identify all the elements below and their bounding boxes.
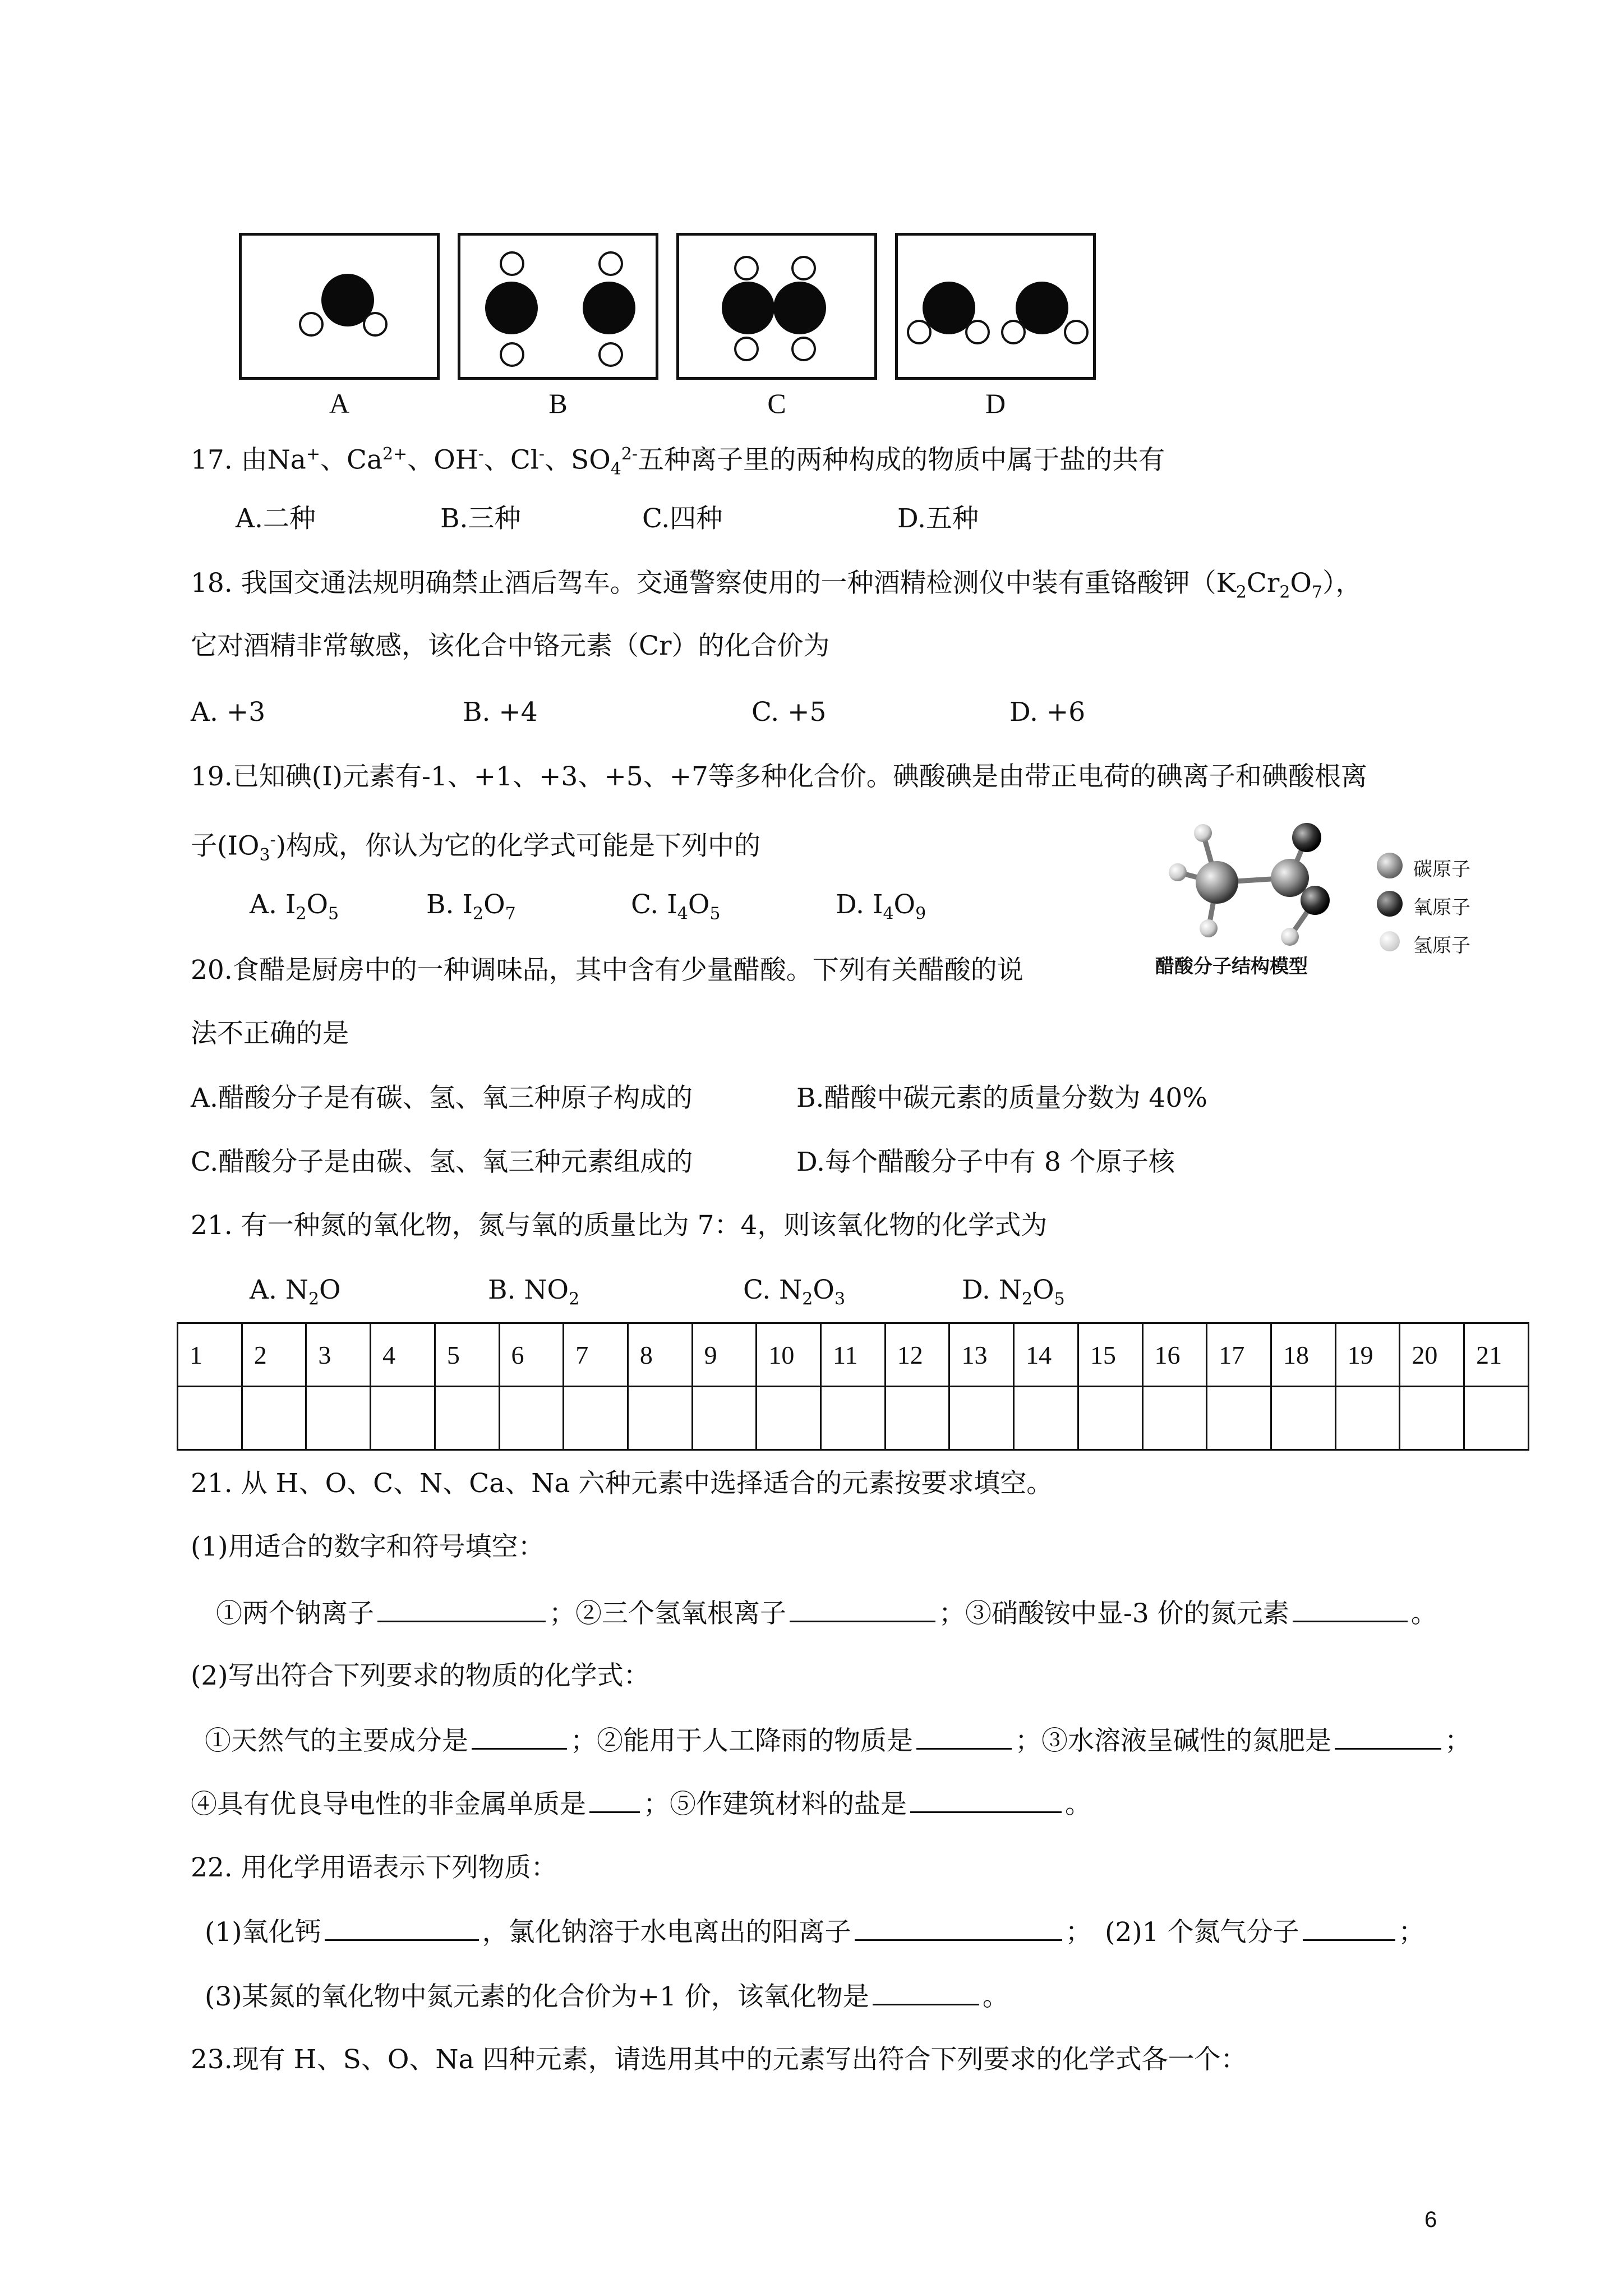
- question-19: 19.已知碘(I)元素有-1、+1、+3、+5、+7等多种化合价。碘酸碘是由带正电荷的碘离子和碘酸根离: [191, 761, 1367, 792]
- q19-text: 子(IO: [191, 830, 260, 862]
- question-22-items: [205, 1915, 1425, 1949]
- question-number-cell: 21: [1464, 1323, 1529, 1387]
- hydrogen-atom: [598, 251, 623, 276]
- molecule-box-b: [458, 233, 658, 380]
- q20-option-b: B.醋酸中碳元素的质量分数为 40%: [796, 1083, 1207, 1114]
- answer-cell[interactable]: [692, 1387, 757, 1450]
- question-number-cell: 11: [821, 1323, 886, 1387]
- fill-label: ，氯化钠溶于水电离出的阳离子: [482, 1917, 851, 1948]
- legend-hydrogen: 氢原子: [1413, 935, 1470, 957]
- hydrogen-legend-icon: [1380, 931, 1400, 951]
- fill-label: ；②三个氢氧根离子: [549, 1598, 786, 1629]
- blank-nitrogen-minus3[interactable]: [1293, 1596, 1408, 1622]
- fill-label: ；: [1445, 1726, 1471, 1756]
- legend-oxygen: 氧原子: [1413, 896, 1470, 919]
- answer-cell[interactable]: [306, 1387, 371, 1450]
- blank-three-hydroxide-ions[interactable]: [790, 1596, 935, 1622]
- q19-sub: 3: [259, 845, 270, 866]
- q18-option-b: B. +4: [463, 697, 538, 728]
- question-22-item3: [205, 1979, 1009, 2014]
- q17-sub: 4: [610, 459, 621, 480]
- question-21: 21. 有一种氮的氧化物，氮与氧的质量比为 7：4，则该氧化物的化学式为: [191, 1210, 1048, 1241]
- blank-alkaline-fertilizer[interactable]: [1335, 1723, 1441, 1750]
- answer-table-answer-row: [178, 1387, 1529, 1450]
- q19-sup: -: [270, 830, 276, 850]
- molecule-box-c: [676, 233, 877, 380]
- question-number-cell: 20: [1400, 1323, 1464, 1387]
- carbon-legend-icon: [1377, 853, 1403, 878]
- q17-text: 、Ca: [320, 444, 382, 476]
- answer-cell[interactable]: [1078, 1387, 1142, 1450]
- carbon-atom: [722, 282, 774, 334]
- question-number-cell: 14: [1014, 1323, 1078, 1387]
- q18-option-d: D. +6: [1009, 697, 1086, 728]
- question-number-cell: 10: [757, 1323, 821, 1387]
- question-21b-sub2: (2)写出符合下列要求的物质的化学式：: [191, 1660, 650, 1691]
- legend-carbon: 碳原子: [1413, 858, 1470, 881]
- answer-cell[interactable]: [1014, 1387, 1078, 1450]
- answer-cell[interactable]: [178, 1387, 242, 1450]
- q17-sup: 2-: [621, 444, 638, 464]
- answer-cell[interactable]: [371, 1387, 435, 1450]
- q21-option-d: D. $N_2O_5$: [962, 1274, 1065, 1309]
- answer-cell[interactable]: [1400, 1387, 1464, 1450]
- question-number-cell: 3: [306, 1323, 371, 1387]
- q18-text: O: [1290, 568, 1312, 599]
- q18-sub: 2: [1279, 582, 1290, 602]
- q17-text: 17. 由Na: [191, 444, 306, 476]
- answer-cell[interactable]: [1271, 1387, 1335, 1450]
- q17-text: 、Cl: [483, 444, 539, 476]
- q18-sub: 7: [1311, 582, 1323, 602]
- question-number-cell: 13: [949, 1323, 1014, 1387]
- answer-cell[interactable]: [1464, 1387, 1529, 1450]
- q17-text: 五种离子里的两种构成的物质中属于盐的共有: [638, 444, 1165, 476]
- answer-cell[interactable]: [1142, 1387, 1207, 1450]
- carbon-atom: [583, 282, 635, 334]
- q18-option-a: A. +3: [191, 697, 266, 728]
- molecule-box-a: [239, 233, 440, 380]
- q21-option-b: B. $NO_2$: [488, 1274, 580, 1309]
- fill-label: 。: [1410, 1598, 1437, 1629]
- fill-label: ①天然气的主要成分是: [205, 1726, 468, 1756]
- hydrogen-atom: [965, 320, 990, 344]
- answer-cell[interactable]: [435, 1387, 499, 1450]
- answer-cell[interactable]: [1207, 1387, 1271, 1450]
- blank-building-salt[interactable]: [910, 1787, 1062, 1813]
- q17-sup: -: [478, 444, 484, 464]
- hydrogen-atom: [363, 312, 388, 337]
- question-19-line2: [191, 823, 760, 872]
- answer-cell[interactable]: [499, 1387, 564, 1450]
- page-number: 6: [1424, 2207, 1437, 2232]
- q18-option-c: C. +5: [751, 697, 827, 728]
- question-number-cell: 15: [1078, 1323, 1142, 1387]
- answer-cell[interactable]: [628, 1387, 692, 1450]
- q20-option-c: C.醋酸分子是由碳、氢、氧三种元素组成的: [191, 1147, 693, 1177]
- q17-option-b: B.三种: [440, 503, 521, 534]
- q18-sub: 2: [1235, 582, 1247, 602]
- question-number-cell: 18: [1271, 1323, 1335, 1387]
- carbon-atom: [485, 282, 538, 334]
- answer-cell[interactable]: [885, 1387, 949, 1450]
- hydrogen-atom: [791, 256, 816, 280]
- q17-option-d: D.五种: [897, 503, 979, 534]
- question-22: 22. 用化学用语表示下列物质：: [191, 1852, 557, 1883]
- hydrogen-atom: [1064, 320, 1089, 344]
- q19-option-b: B. $I_2O_7$: [426, 889, 516, 924]
- q18-text: ），: [1322, 568, 1362, 599]
- fill-label: ；⑤作建筑材料的盐是: [643, 1789, 907, 1820]
- fill-label: 。: [982, 1981, 1009, 2012]
- blank-calcium-oxide[interactable]: [325, 1915, 479, 1941]
- question-18-line2: 它对酒精非常敏感，该化合中铬元素（Cr）的化合价为: [191, 631, 830, 661]
- acetic-acid-molecule-illustration: [1150, 816, 1363, 973]
- hydrogen-atom: [907, 320, 932, 344]
- hydrogen-atom: [500, 251, 524, 276]
- question-23: 23.现有 H、S、O、Na 四种元素，请选用其中的元素写出符合下列要求的化学式各一个：: [191, 2044, 1247, 2075]
- fill-label: ①两个钠离子: [216, 1598, 374, 1629]
- question-21b-sub1: (1)用适合的数字和符号填空：: [191, 1531, 545, 1562]
- answer-cell[interactable]: [821, 1387, 886, 1450]
- q17-option-a: A.二种: [236, 503, 316, 534]
- fill-label: 。: [1065, 1789, 1091, 1820]
- hydrogen-atom: [598, 342, 623, 367]
- question-number-cell: 4: [371, 1323, 435, 1387]
- q17-sup: +: [306, 444, 320, 464]
- q20-option-d: D.每个醋酸分子中有 8 个原子核: [796, 1147, 1175, 1177]
- molecule-label-d: D: [985, 388, 1006, 419]
- hydrogen-atom: [500, 342, 524, 367]
- molecule-box-d: [895, 233, 1096, 380]
- molecule-label-a: A: [329, 388, 350, 419]
- fill-label: ；③硝酸铵中显-3 价的氮元素: [939, 1598, 1289, 1629]
- fill-label: ；: [1398, 1917, 1425, 1948]
- blank-cation[interactable]: [855, 1915, 1062, 1941]
- q18-text: Cr: [1246, 568, 1280, 599]
- q17-sup: 2+: [382, 444, 408, 464]
- question-number-cell: 2: [242, 1323, 306, 1387]
- question-21b-sub1-items: [216, 1596, 1437, 1631]
- answer-cell[interactable]: [949, 1387, 1014, 1450]
- question-18: [191, 567, 1362, 609]
- fill-label: ；②能用于人工降雨的物质是: [570, 1726, 913, 1756]
- q17-sup: -: [538, 444, 545, 464]
- q21-option-c: C. $N_2O_3$: [743, 1274, 846, 1309]
- question-number-cell: 16: [1142, 1323, 1207, 1387]
- blank-nitrogen-oxide[interactable]: [873, 1979, 979, 2005]
- q17-text: 、SO: [545, 444, 611, 476]
- question-number-cell: 5: [435, 1323, 499, 1387]
- q21-option-a: A. $N_2O$: [250, 1274, 341, 1309]
- blank-artificial-rain[interactable]: [916, 1723, 1012, 1750]
- q18-text: 18. 我国交通法规明确禁止酒后驾车。交通警察使用的一种酒精检测仪中装有重铬酸钾（K: [191, 568, 1236, 599]
- question-number-cell: 9: [692, 1323, 757, 1387]
- fill-label: (1)氧化钙: [205, 1917, 321, 1948]
- question-20: 20.食醋是厨房中的一种调味品，其中含有少量醋酸。下列有关醋酸的说: [191, 955, 1023, 986]
- fill-label: (3)某氮的氧化物中氮元素的化合价为+1 价，该氧化物是: [205, 1981, 869, 2012]
- hydrogen-atom: [299, 312, 324, 337]
- answer-table: [177, 1322, 1529, 1451]
- q20-option-a: A.醋酸分子是有碳、氢、氧三种原子构成的: [191, 1083, 693, 1114]
- carbon-atom: [773, 282, 826, 334]
- answer-table-header-row: [178, 1323, 1529, 1387]
- q17-text: 、OH: [407, 444, 478, 476]
- q19-option-c: C. $I_4O_5$: [631, 889, 721, 924]
- hydrogen-atom: [734, 256, 759, 280]
- blank-natural-gas[interactable]: [472, 1723, 567, 1750]
- question-number-cell: 6: [499, 1323, 564, 1387]
- blank-two-sodium-ions[interactable]: [377, 1596, 546, 1622]
- answer-cell[interactable]: [1335, 1387, 1400, 1450]
- model-caption: 醋酸分子结构模型: [1155, 955, 1308, 978]
- answer-cell[interactable]: [242, 1387, 306, 1450]
- fill-label: ；③水溶液呈碱性的氮肥是: [1015, 1726, 1331, 1756]
- fill-label: ； (2)1 个氮气分子: [1065, 1917, 1299, 1948]
- hydrogen-atom: [734, 337, 759, 361]
- q19-text: )构成，你认为它的化学式可能是下列中的: [275, 830, 761, 862]
- question-number-cell: 8: [628, 1323, 692, 1387]
- question-number-cell: 12: [885, 1323, 949, 1387]
- blank-conductive-nonmetal[interactable]: [589, 1787, 640, 1813]
- question-21b: 21. 从 H、O、C、N、Ca、Na 六种元素中选择适合的元素按要求填空。: [191, 1468, 1053, 1499]
- hydrogen-atom: [791, 337, 816, 361]
- question-20-line2: 法不正确的是: [191, 1018, 349, 1049]
- blank-nitrogen-molecule[interactable]: [1303, 1915, 1395, 1941]
- molecule-label-b: B: [548, 388, 568, 419]
- oxygen-legend-icon: [1377, 891, 1403, 917]
- question-21b-sub3-items: [191, 1787, 1091, 1821]
- question-number-cell: 17: [1207, 1323, 1271, 1387]
- answer-cell[interactable]: [564, 1387, 628, 1450]
- question-21b-sub2-items: [205, 1723, 1471, 1758]
- q19-option-a: A. $I_2O_5$: [250, 889, 339, 924]
- q17-option-c: C.四种: [642, 503, 723, 534]
- question-number-cell: 19: [1335, 1323, 1400, 1387]
- molecule-label-c: C: [767, 388, 786, 419]
- question-17: [191, 438, 1165, 486]
- fill-label: ④具有优良导电性的非金属单质是: [191, 1789, 586, 1820]
- q19-option-d: D. $I_4O_9$: [836, 889, 926, 924]
- hydrogen-atom: [1001, 320, 1026, 344]
- answer-cell[interactable]: [757, 1387, 821, 1450]
- question-number-cell: 1: [178, 1323, 242, 1387]
- question-number-cell: 7: [564, 1323, 628, 1387]
